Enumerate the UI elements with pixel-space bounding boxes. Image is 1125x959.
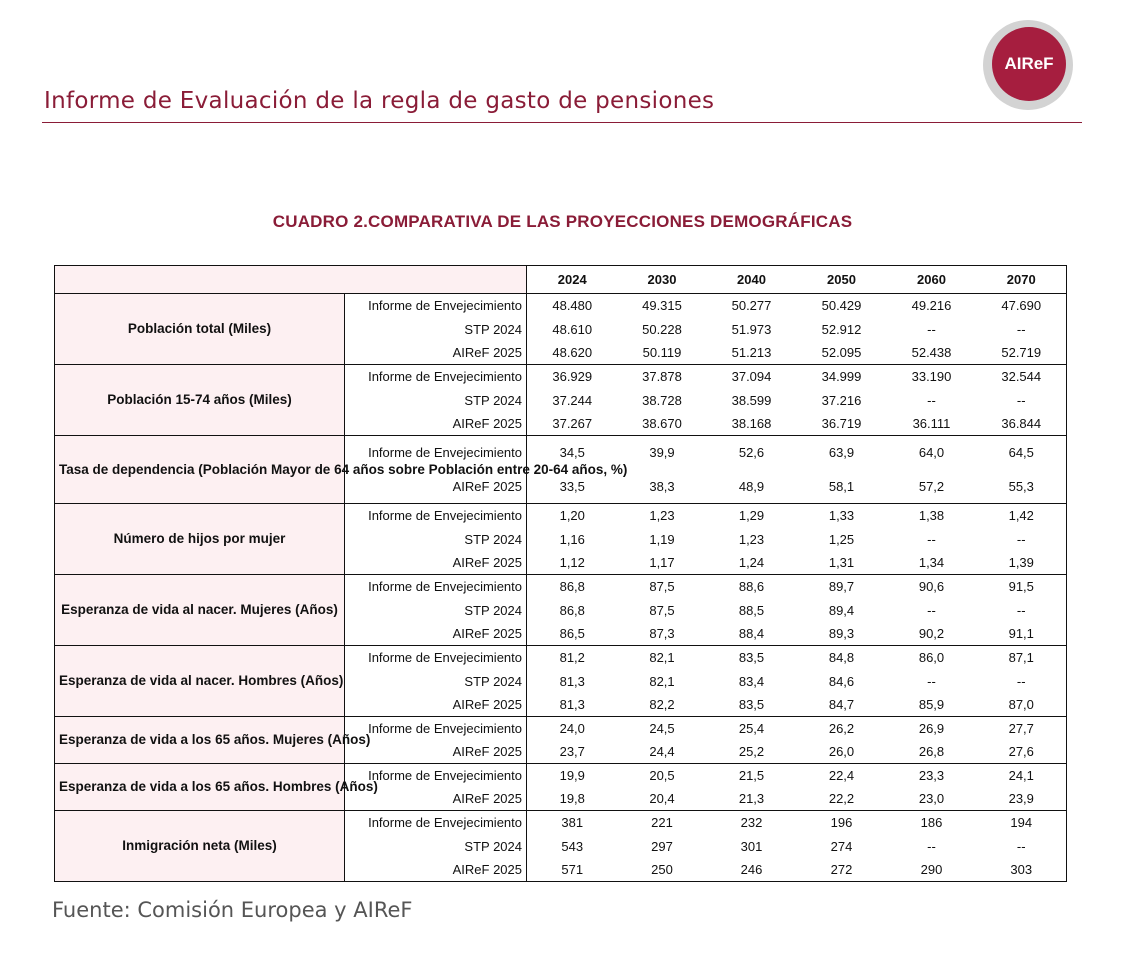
value-cell: 19,8 — [527, 788, 618, 811]
table-row — [55, 365, 1067, 389]
value-cell: 196 — [830, 815, 853, 831]
indicator-label: Esperanza de vida al nacer. Mujeres (Años) — [55, 575, 345, 646]
value-cell: 89,4 — [828, 602, 855, 618]
value-cell: 21,3 — [707, 788, 797, 811]
year-header: 2060 — [887, 266, 977, 294]
source-label: AIReF 2025 — [345, 788, 527, 811]
value-cell: 37.094 — [731, 369, 772, 385]
value-cell: 381 — [561, 815, 584, 831]
value-cell: 82,1 — [649, 673, 675, 689]
value-cell: 34,5 — [559, 445, 585, 461]
value-cell: 50.119 — [618, 341, 707, 365]
value-cell: -- — [977, 670, 1067, 693]
value-cell: 52.438 — [887, 341, 977, 365]
value-cell: -- — [927, 838, 936, 854]
source-label: AIReF 2025 — [345, 622, 527, 646]
value-cell: 1,17 — [618, 551, 707, 575]
value-cell: 301 — [740, 838, 763, 854]
value-cell: 51.973 — [731, 321, 772, 337]
value-cell: 37.216 — [821, 392, 862, 408]
value-cell: 91,1 — [977, 622, 1067, 646]
source-note: Fuente: Comisión Europea y AIReF — [52, 898, 413, 922]
value-cell: 81,3 — [559, 673, 585, 689]
value-cell: 24,4 — [618, 741, 707, 764]
value-cell: 55,3 — [977, 470, 1067, 504]
source-label: STP 2024 — [345, 389, 527, 412]
source-label: Informe de Envejecimiento — [345, 646, 527, 670]
value-cell: -- — [927, 602, 936, 618]
source-label: AIReF 2025 — [345, 858, 527, 882]
value-cell: 50.429 — [821, 298, 862, 314]
source-label: Informe de Envejecimiento — [345, 504, 527, 528]
value-cell: 1,24 — [707, 551, 797, 575]
value-cell: 26,2 — [828, 721, 855, 737]
table-row — [55, 646, 1067, 670]
value-cell: 52.912 — [821, 321, 862, 337]
value-cell: 1,29 — [738, 508, 765, 524]
value-cell: 571 — [527, 858, 618, 882]
source-label: STP 2024 — [345, 835, 527, 858]
value-cell: 84,6 — [828, 673, 855, 689]
value-cell: 23,7 — [527, 741, 618, 764]
value-cell: 1,16 — [559, 531, 585, 547]
source-label: STP 2024 — [345, 599, 527, 622]
source-label: STP 2024 — [345, 528, 527, 551]
value-cell: 303 — [977, 858, 1067, 882]
value-cell: 23,3 — [918, 768, 945, 784]
header-divider — [42, 122, 1082, 123]
value-cell: 246 — [707, 858, 797, 882]
value-cell: 250 — [618, 858, 707, 882]
value-cell: 23,0 — [887, 788, 977, 811]
table-row — [55, 575, 1067, 599]
value-cell: 38.168 — [707, 412, 797, 436]
value-cell: 87,5 — [649, 602, 675, 618]
value-cell: 1,31 — [797, 551, 887, 575]
logo-text: AIReF — [992, 27, 1066, 101]
value-cell: 1,34 — [887, 551, 977, 575]
source-label: Informe de Envejecimiento — [345, 764, 527, 788]
source-label: AIReF 2025 — [345, 412, 527, 436]
table-row — [55, 436, 1067, 470]
value-cell: -- — [977, 318, 1067, 341]
year-header: 2024 — [527, 266, 618, 294]
value-cell: 1,23 — [649, 508, 675, 524]
table-row — [55, 294, 1067, 318]
value-cell: 89,3 — [797, 622, 887, 646]
source-label: STP 2024 — [345, 670, 527, 693]
value-cell: 64,5 — [977, 436, 1067, 470]
value-cell: 26,0 — [797, 741, 887, 764]
table-row — [55, 504, 1067, 528]
value-cell: 87,0 — [977, 693, 1067, 717]
source-label: AIReF 2025 — [345, 693, 527, 717]
year-header: 2070 — [977, 266, 1067, 294]
value-cell: 50.228 — [642, 321, 682, 337]
table-row — [55, 717, 1067, 741]
value-cell: 26,8 — [887, 741, 977, 764]
value-cell: 272 — [797, 858, 887, 882]
value-cell: 20,4 — [618, 788, 707, 811]
value-cell: 34.999 — [821, 369, 862, 385]
year-header: 2050 — [797, 266, 887, 294]
value-cell: 1,20 — [559, 508, 585, 524]
value-cell: 290 — [887, 858, 977, 882]
value-cell: 88,4 — [707, 622, 797, 646]
value-cell: -- — [977, 528, 1067, 551]
indicator-label: Inmigración neta (Miles) — [55, 811, 345, 882]
source-label: AIReF 2025 — [345, 341, 527, 365]
value-cell: -- — [927, 321, 936, 337]
value-cell: 21,5 — [738, 768, 765, 784]
value-cell: 84,7 — [797, 693, 887, 717]
airef-logo — [983, 20, 1073, 110]
value-cell: 194 — [977, 811, 1067, 835]
value-cell: -- — [977, 389, 1067, 412]
value-cell: 24,1 — [977, 764, 1067, 788]
source-label: Informe de Envejecimiento — [345, 436, 527, 470]
value-cell: 87,5 — [649, 579, 675, 595]
value-cell: 81,2 — [559, 650, 585, 666]
value-cell: 1,23 — [738, 531, 765, 547]
value-cell: 36.844 — [977, 412, 1067, 436]
value-cell: 20,5 — [649, 768, 675, 784]
indicator-label: Número de hijos por mujer — [55, 504, 345, 575]
value-cell: 221 — [651, 815, 673, 831]
value-cell: 19,9 — [559, 768, 585, 784]
table-header-row — [55, 266, 1067, 294]
value-cell: 57,2 — [887, 470, 977, 504]
value-cell: 274 — [830, 838, 853, 854]
source-label: Informe de Envejecimiento — [345, 365, 527, 389]
value-cell: 87,1 — [977, 646, 1067, 670]
year-header: 2040 — [707, 266, 797, 294]
value-cell: 83,5 — [738, 650, 765, 666]
value-cell: -- — [927, 673, 936, 689]
value-cell: 85,9 — [887, 693, 977, 717]
value-cell: 38.728 — [642, 392, 682, 408]
value-cell: 82,1 — [649, 650, 675, 666]
value-cell: 37.267 — [527, 412, 618, 436]
value-cell: 86,5 — [527, 622, 618, 646]
value-cell: 49.315 — [642, 298, 682, 314]
value-cell: 89,7 — [828, 579, 855, 595]
value-cell: 33,5 — [527, 470, 618, 504]
value-cell: -- — [927, 392, 936, 408]
value-cell: 90,2 — [887, 622, 977, 646]
source-label: Informe de Envejecimiento — [345, 575, 527, 599]
value-cell: 33.190 — [911, 369, 952, 385]
value-cell: 81,3 — [527, 693, 618, 717]
value-cell: 90,6 — [918, 579, 945, 595]
report-title: Informe de Evaluación de la regla de gasto de pensiones — [44, 88, 715, 114]
value-cell: 48.610 — [552, 321, 593, 337]
value-cell: 1,12 — [527, 551, 618, 575]
value-cell: 37.878 — [642, 369, 682, 385]
value-cell: 87,3 — [618, 622, 707, 646]
value-cell: 50.277 — [731, 298, 772, 314]
value-cell: 22,4 — [828, 768, 855, 784]
value-cell: 38.599 — [731, 392, 772, 408]
value-cell: -- — [927, 531, 936, 547]
value-cell: 82,2 — [618, 693, 707, 717]
value-cell: 91,5 — [977, 575, 1067, 599]
year-header: 2030 — [618, 266, 707, 294]
source-label: Informe de Envejecimiento — [345, 811, 527, 835]
value-cell: 48,9 — [707, 470, 797, 504]
value-cell: 63,9 — [828, 445, 855, 461]
value-cell: 51.213 — [707, 341, 797, 365]
value-cell: 32.544 — [977, 365, 1067, 389]
value-cell: 38.670 — [618, 412, 707, 436]
value-cell: 47.690 — [977, 294, 1067, 318]
value-cell: 52.095 — [797, 341, 887, 365]
value-cell: -- — [977, 599, 1067, 622]
value-cell: 25,4 — [738, 721, 765, 737]
indicator-label: Esperanza de vida a los 65 años. Hombres (Años) — [55, 764, 345, 811]
value-cell: 27,7 — [977, 717, 1067, 741]
value-cell: 88,6 — [738, 579, 765, 595]
value-cell: 186 — [920, 815, 943, 831]
value-cell: 1,25 — [828, 531, 855, 547]
header-corner — [55, 266, 527, 294]
value-cell: 27,6 — [977, 741, 1067, 764]
value-cell: 83,5 — [707, 693, 797, 717]
indicator-label: Población 15-74 años (Miles) — [55, 365, 345, 436]
value-cell: 543 — [561, 838, 584, 854]
table-body — [55, 294, 1067, 882]
value-cell: 36.719 — [797, 412, 887, 436]
value-cell: 49.216 — [911, 298, 952, 314]
value-cell: 22,2 — [797, 788, 887, 811]
value-cell: 64,0 — [918, 445, 945, 461]
value-cell: 86,8 — [559, 602, 585, 618]
value-cell: 25,2 — [707, 741, 797, 764]
source-label: Informe de Envejecimiento — [345, 717, 527, 741]
source-label: STP 2024 — [345, 318, 527, 341]
value-cell: -- — [977, 835, 1067, 858]
value-cell: 86,0 — [918, 650, 945, 666]
value-cell: 38,3 — [618, 470, 707, 504]
value-cell: 1,39 — [977, 551, 1067, 575]
value-cell: 23,9 — [977, 788, 1067, 811]
value-cell: 24,5 — [649, 721, 675, 737]
value-cell: 48.620 — [527, 341, 618, 365]
source-label: AIReF 2025 — [345, 741, 527, 764]
value-cell: 1,42 — [977, 504, 1067, 528]
value-cell: 24,0 — [559, 721, 585, 737]
value-cell: 88,5 — [738, 602, 765, 618]
value-cell: 36.929 — [552, 369, 593, 385]
value-cell: 1,19 — [649, 531, 675, 547]
value-cell: 58,1 — [797, 470, 887, 504]
table-row — [55, 811, 1067, 835]
value-cell: 1,38 — [918, 508, 945, 524]
value-cell: 26,9 — [918, 721, 945, 737]
indicator-label: Población total (Miles) — [55, 294, 345, 365]
indicator-label: Esperanza de vida al nacer. Hombres (Años) — [55, 646, 345, 717]
indicator-label: Esperanza de vida a los 65 años. Mujeres (Años) — [55, 717, 345, 764]
indicator-label: Tasa de dependencia (Población Mayor de 64 años sobre Población entre 20-64 años, %) — [55, 436, 345, 504]
value-cell: 52,6 — [738, 445, 765, 461]
value-cell: 37.244 — [552, 392, 593, 408]
value-cell: 1,33 — [828, 508, 855, 524]
value-cell: 297 — [651, 838, 673, 854]
table-title: CUADRO 2.COMPARATIVA DE LAS PROYECCIONES DEMOGRÁFICAS — [272, 212, 853, 231]
projections-table — [54, 265, 1067, 882]
source-label: AIReF 2025 — [345, 470, 527, 504]
value-cell: 48.480 — [552, 298, 593, 314]
table-row — [55, 764, 1067, 788]
value-cell: 232 — [740, 815, 763, 831]
value-cell: 83,4 — [738, 673, 765, 689]
value-cell: 86,8 — [559, 579, 585, 595]
value-cell: 84,8 — [828, 650, 855, 666]
source-label: Informe de Envejecimiento — [345, 294, 527, 318]
value-cell: 52.719 — [977, 341, 1067, 365]
value-cell: 39,9 — [649, 445, 675, 461]
source-label: AIReF 2025 — [345, 551, 527, 575]
value-cell: 36.111 — [887, 412, 977, 436]
